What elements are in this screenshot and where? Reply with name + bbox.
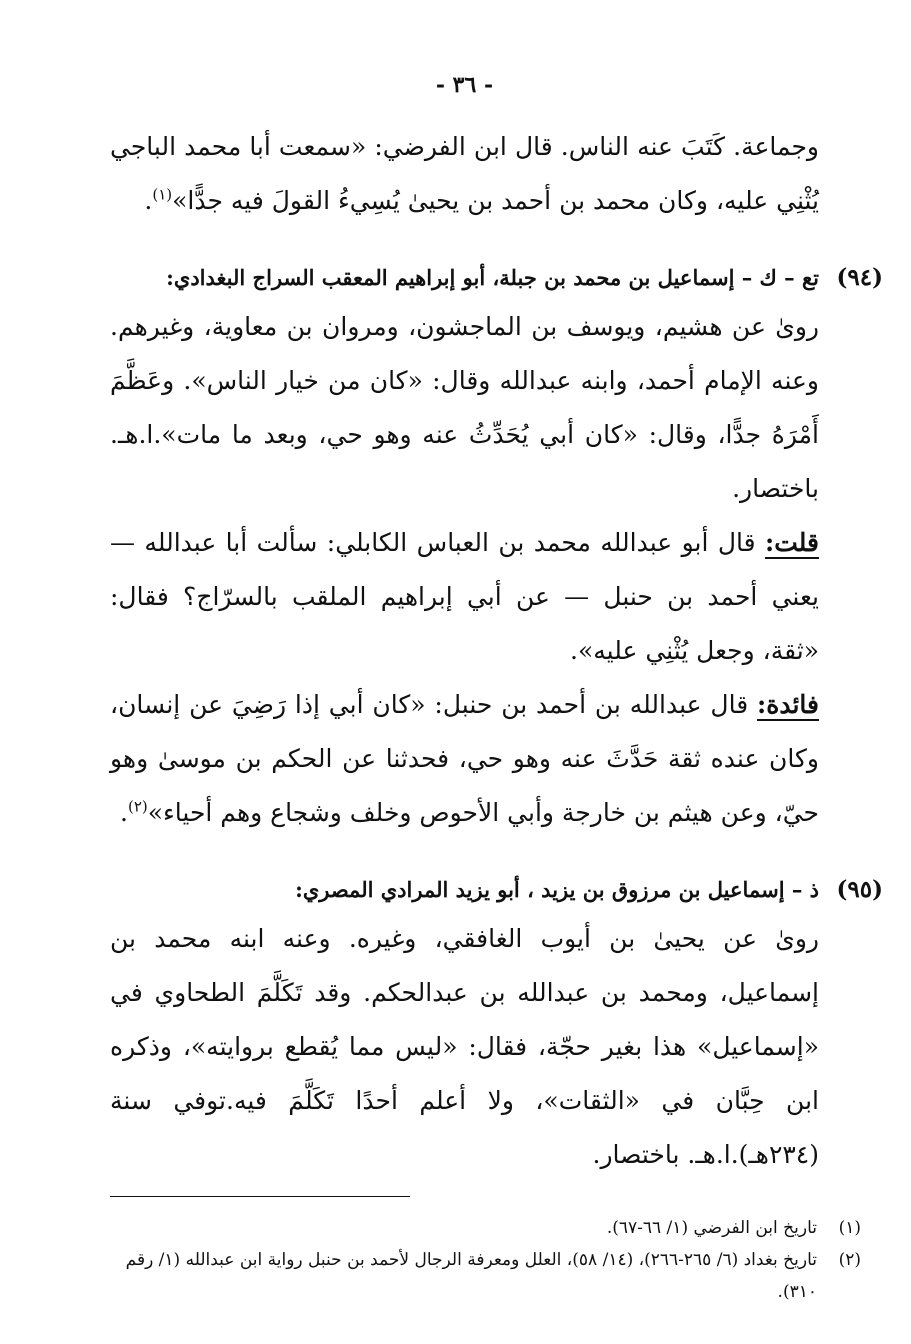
entry-95-heading	[110, 868, 883, 912]
footnote-1-number: (١)	[838, 1218, 861, 1238]
entry-95	[110, 868, 883, 1182]
qult-label: قلت:	[764, 528, 819, 557]
qult-text: قال أبو عبدالله محمد بن العباس الكابلي: سألت أبا عبدالله — يعني أحمد بن حنبل — عن أبي إبراهيم الملقب بالسرّاج؟ فقال: «ثقة، وجعل يُثْنِي عليه».	[110, 528, 819, 665]
faida-text: قال عبدالله بن أحمد بن حنبل: «كان أبي إذا رَضِيَ عن إنسان، وكان عنده ثقة حَدَّثَ عنه وهو حي، فحدثنا عن الحكم بن موسىٰ وهو حيّ، وعن هيثم بن خارجة وأبي الأحوص وخلف وشجاع وهم أحياء»	[110, 690, 819, 827]
intro-paragraph	[110, 120, 819, 228]
footnote-divider	[110, 1196, 410, 1197]
footnote-2-number: (٢)	[838, 1250, 861, 1270]
footnotes	[110, 1212, 861, 1308]
entry-94	[110, 256, 883, 840]
entry-94-body: رویٰ عن هشيم، ويوسف بن الماجشون، ومروان بن معاوية، وغيرهم. وعنه الإمام أحمد، وابنه عبدالله وقال: «كان من خيار الناس». وعَظَّمَ أَمْرَهُ جدًّا، وقال: «كان أبي يُحَدِّثُ عنه وهو حي، وبعد ما مات».ا.هـ. باختصار.	[110, 312, 819, 503]
footnote-1-text: تاريخ ابن الفرضي (١/ ٦٦-٦٧).	[606, 1218, 817, 1238]
intro-text: وجماعة. كَتَبَ عنه الناس. قال ابن الفرضي: «سمعت أبا محمد الباجي يُثْنِي عليه، وكان محمد بن أحمد بن يحيىٰ يُسِيءُ القولَ فيه جدًّا»	[110, 132, 819, 215]
entry-94-qult	[110, 516, 819, 678]
footnote-ref-2[interactable]: (٢)	[127, 797, 148, 816]
footnote-ref-1[interactable]: (١)	[152, 185, 173, 204]
intro-end: .	[144, 186, 153, 215]
footnote-2	[110, 1244, 861, 1308]
footnote-2-text: تاريخ بغداد (٦/ ٢٦٥-٢٦٦)، (١٤/ ٥٨)، العلل ومعرفة الرجال لأحمد بن حنبل رواية ابن عبدالله (١/ رقم ٣١٠).	[125, 1250, 817, 1302]
faida-end: .	[120, 798, 128, 827]
page-number: - ٣٦ -	[435, 72, 494, 98]
footnote-1	[110, 1212, 861, 1244]
entry-94-faida	[110, 678, 819, 840]
entry-94-heading	[110, 256, 883, 300]
entry-95-body: رویٰ عن يحيىٰ بن أيوب الغافقي، وغيره. وعنه ابنه محمد بن إسماعيل، ومحمد بن عبدالله بن عبدالحكم. وقد تَكَلَّمَ الطحاوي في «إسماعيل» هذا بغير حجّة، فقال: «ليس مما يُقطع بروايته»، وذكره ابن حِبَّان في «الثقات»، ولا أعلم أحدًا تَكَلَّمَ فيه.توفي سنة (٢٣٤هـ).ا.هـ. باختصار.	[110, 924, 819, 1169]
faida-label: فائدة:	[757, 690, 819, 719]
entry-94-number: (٩٤)	[836, 264, 883, 291]
entry-95-title: ذ – إسماعيل بن مرزوق بن يزيد ، أبو يزيد المرادي المصري:	[295, 877, 819, 902]
entry-94-title: تع – ك – إسماعيل بن محمد بن جبلة، أبو إبراهيم المعقب السراج البغدادي:	[166, 265, 819, 290]
entry-95-number: (٩٥)	[836, 876, 883, 903]
